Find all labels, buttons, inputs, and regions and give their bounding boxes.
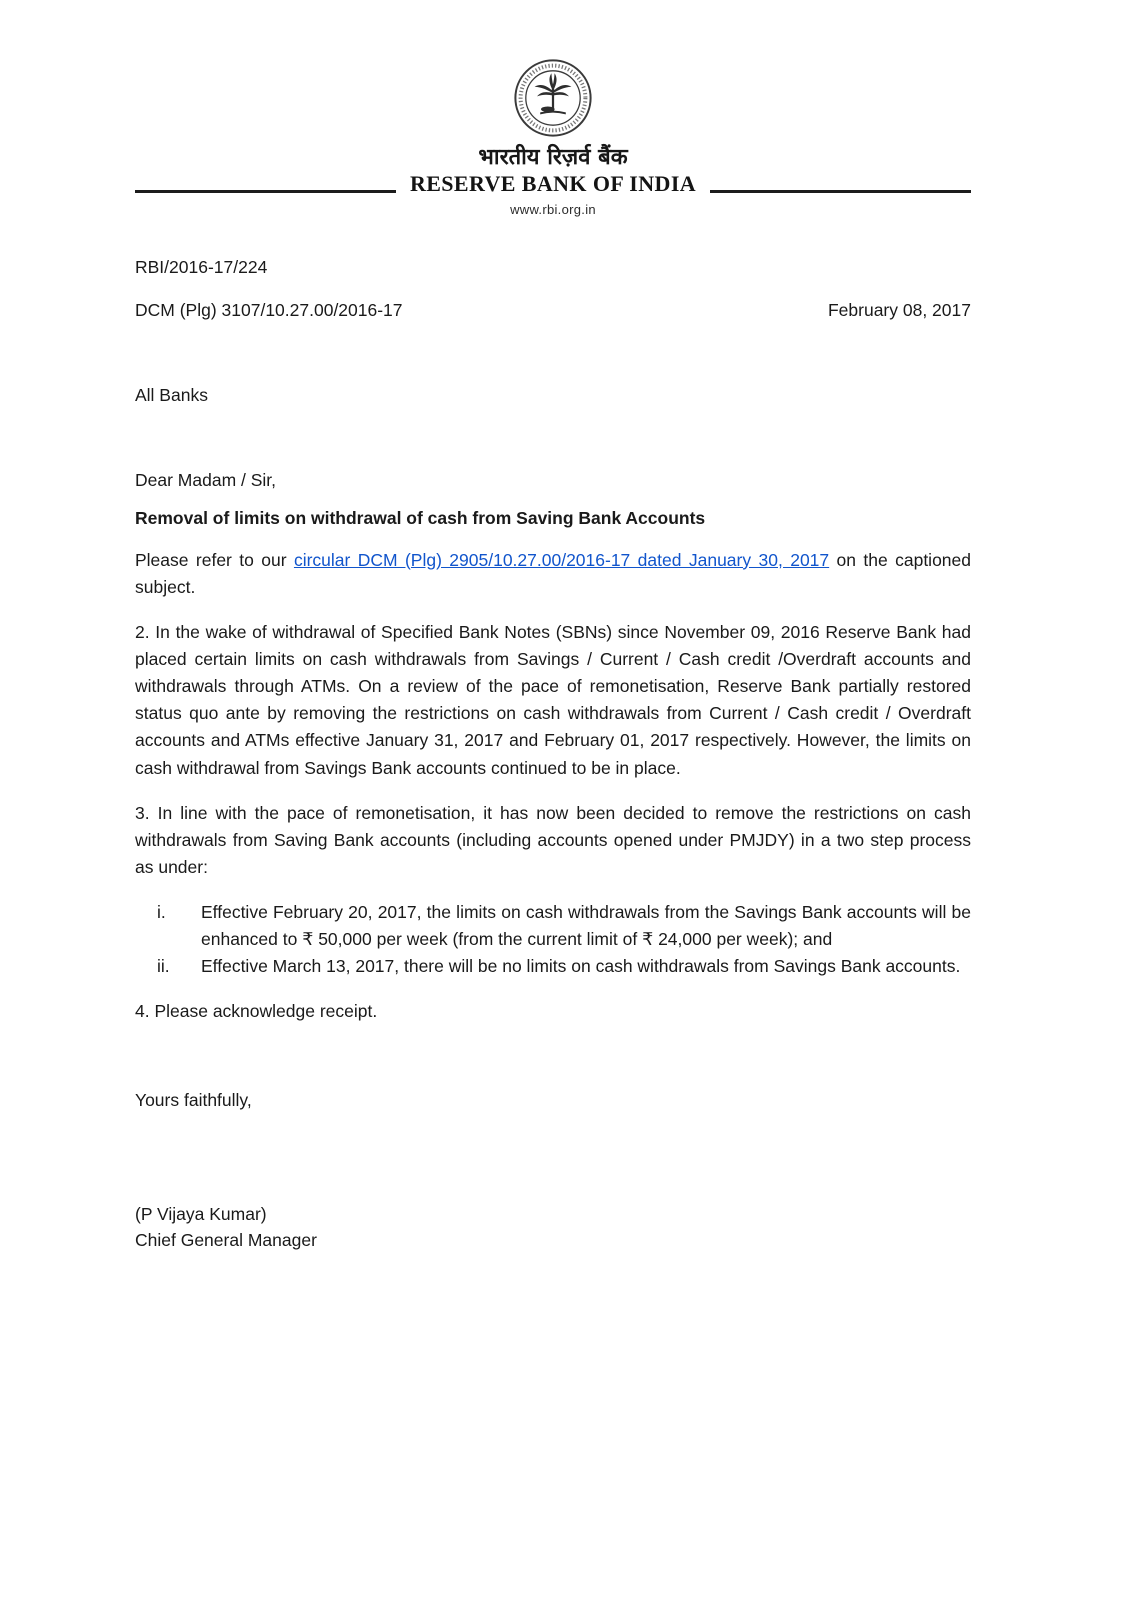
para-4: 4. Please acknowledge receipt. bbox=[135, 1001, 378, 1022]
para-3: 3. In line with the pace of remonetisation, it has now been decided to remove the restrictions on cash withdrawals from Saving Bank accounts (including accounts opened under PMJDY) in a two step process as under: bbox=[135, 802, 971, 877]
list-text: Effective February 20, 2017, the limits on cash withdrawals from the Savings Bank accounts will be enhanced to ₹ 50,000 per week (from the current limit of ₹ 24,000 per week); and bbox=[201, 902, 971, 950]
valediction: Yours faithfully, bbox=[135, 1089, 252, 1110]
signatory-title: Chief General Manager bbox=[135, 1229, 317, 1250]
bank-name-hindi: भारतीय रिज़र्व बैंक bbox=[478, 145, 628, 170]
list-item bbox=[135, 899, 971, 953]
addressee: All Banks bbox=[135, 384, 208, 405]
circular-number: RBI/2016-17/224 bbox=[135, 256, 268, 277]
header-rule-left bbox=[135, 190, 396, 193]
subject-line: Removal of limits on withdrawal of cash from Saving Bank Accounts bbox=[135, 507, 706, 528]
bank-name-english: RESERVE BANK OF INDIA bbox=[409, 171, 697, 197]
para-2: 2. In the wake of withdrawal of Specified Bank Notes (SBNs) since November 09, 2016 Reserve Bank had placed certain limits on cash withdrawals from Savings / Current / Cash credit /Overdraft accounts and withdrawals through ATMs. On a review of the pace of remonetisation, Reserve Bank partially restored status quo ante by removing the restrictions on cash withdrawals from Current / Cash credit / Overdraft accounts and ATMs effective January 31, 2017 and February 01, 2017 respectively. However, the limits on cash withdrawal from Savings Bank accounts continued to be in place. bbox=[135, 621, 971, 778]
header-rule-right bbox=[710, 190, 971, 193]
para-1-prefix: Please refer to our bbox=[135, 549, 294, 570]
list-marker: ii. bbox=[157, 956, 170, 977]
salutation: Dear Madam / Sir, bbox=[135, 469, 277, 490]
rbi-seal-icon bbox=[513, 58, 593, 143]
list-marker: i. bbox=[157, 902, 166, 923]
circular-link[interactable]: circular DCM (Plg) 2905/10.27.00/2016-17 dated January 30, 2017 bbox=[293, 549, 830, 570]
signatory-name: (P Vijaya Kumar) bbox=[135, 1203, 267, 1224]
para-1 bbox=[135, 547, 971, 601]
list-item bbox=[135, 953, 971, 980]
letter-date: February 08, 2017 bbox=[827, 299, 971, 320]
list-text: Effective March 13, 2017, there will be no limits on cash withdrawals from Savings Bank accounts. bbox=[201, 956, 961, 977]
letterhead bbox=[135, 58, 971, 217]
withdrawal-steps-list bbox=[135, 899, 971, 980]
website-url: www.rbi.org.in bbox=[510, 201, 596, 217]
file-number: DCM (Plg) 3107/10.27.00/2016-17 bbox=[135, 299, 403, 320]
signature-block bbox=[135, 1201, 971, 1254]
para-1-suffix: on the captioned subject. bbox=[135, 549, 972, 597]
